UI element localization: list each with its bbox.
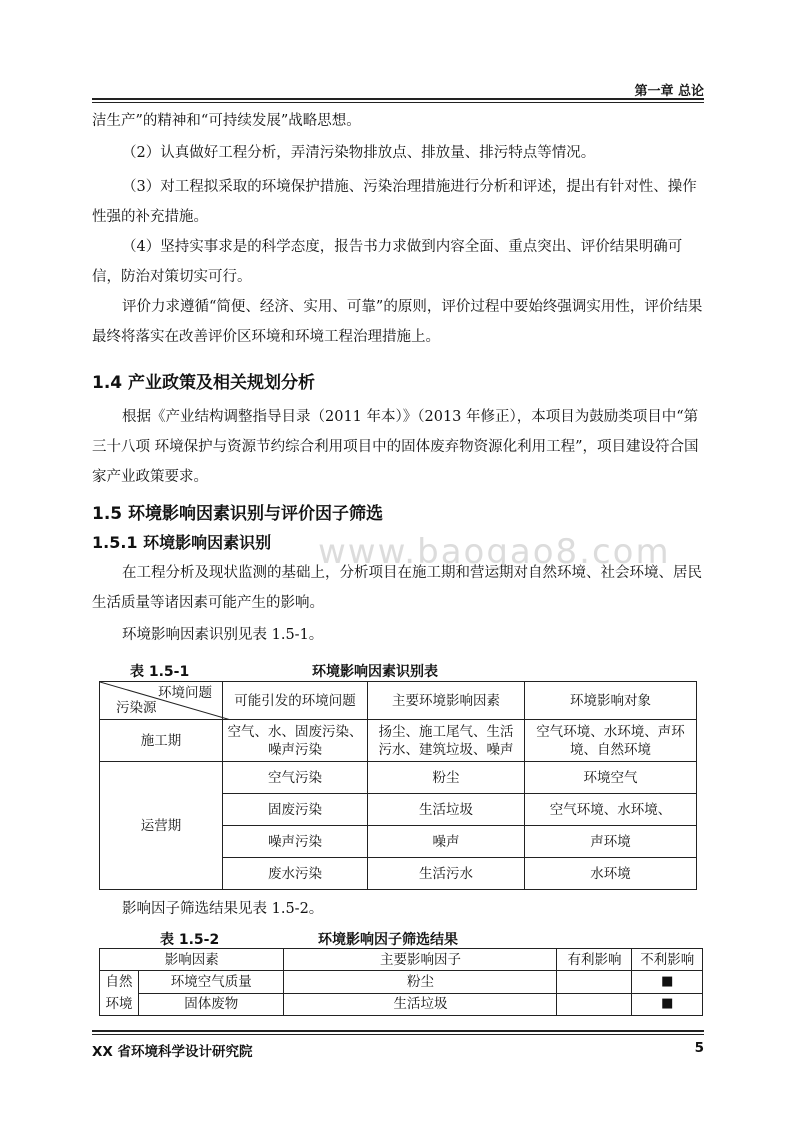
header-rule [92,98,704,100]
header-cell: 不利影响 [632,949,703,971]
table-cell: 噪声 [368,826,525,858]
table-cell: 扬尘、施工尾气、生活污水、建筑垃圾、噪声 [368,720,525,762]
chapter-header: 第一章 总论 [634,84,704,99]
paragraph-6: 根据《产业结构调整指导目录（2011 年本）》（2013 年修正），本项目为鼓励类项目中“第三十八项 环境保护与资源节约综合利用项目中的固体废弃物资源化利用工程”，项目建设符合国家产业政策要求。 [92,409,699,485]
table-cell: 废水污染 [223,858,368,890]
diag-header-top: 环境问题 [158,685,212,701]
header-rule-thin [92,102,704,103]
heading-1-5-1: 1.5.1 环境影响因素识别 [92,533,272,552]
adverse-mark: ■ [632,993,703,1016]
table-1-title: 环境影响因素识别表 [312,664,438,680]
table-1-number: 表 1.5-1 [130,664,190,680]
impact-identification-table [99,681,697,890]
table-2-title: 环境影响因子筛选结果 [318,932,458,948]
table-cell [557,971,632,994]
table-cell: 空气环境、水环境、 [525,794,697,826]
heading-1-4: 1.4 产业政策及相关规划分析 [92,373,316,393]
factor-screening-table [99,948,703,1016]
table-cell: 粉尘 [284,971,557,994]
header-cell: 主要环境影响因素 [368,682,525,720]
table-cell: 生活垃圾 [368,794,525,826]
header-cell: 影响因素 [100,949,284,971]
footer-institute: XX 省环境科学设计研究院 [92,1044,253,1060]
diagonal-header-cell [100,682,223,720]
period-label: 运营期 [100,762,223,890]
paragraph-1: 洁生产”的精神和“可持续发展”战略思想。 [92,113,361,129]
table-cell: 生活垃圾 [284,993,557,1016]
paragraph-2: （2）认真做好工程分析，弄清污染物排放点、排放量、排污特点等情况。 [122,145,596,161]
table-cell: 环境空气 [525,762,697,794]
table-cell [557,993,632,1016]
table-cell: 环境空气质量 [139,971,284,994]
paragraph-9: 影响因子筛选结果见表 1.5-2。 [122,901,324,917]
table-cell: 空气、水、固废污染、噪声污染 [223,720,368,762]
table-cell: 噪声污染 [223,826,368,858]
heading-1-5: 1.5 环境影响因素识别与评价因子筛选 [92,504,384,524]
header-cell: 有利影响 [557,949,632,971]
header-cell: 环境影响对象 [525,682,697,720]
header-cell: 可能引发的环境问题 [223,682,368,720]
diag-header-bottom: 污染源 [116,700,157,716]
page-number: 5 [694,1040,704,1056]
table-cell: 粉尘 [368,762,525,794]
table-cell: 声环境 [525,826,697,858]
adverse-mark: ■ [632,971,703,994]
table-cell: 水环境 [525,858,697,890]
paragraph-4: （4）坚持实事求是的科学态度，报告书力求做到内容全面、重点突出、评价结果明确可信，防治对策切实可行。 [92,239,683,285]
group-label: 自然环境 [100,971,139,1016]
period-label: 施工期 [100,720,223,762]
table-cell: 空气环境、水环境、声环境、自然环境 [525,720,697,762]
watermark: www.baogao8.com [318,532,671,572]
paragraph-7: 在工程分析及现状监测的基础上，分析项目在施工期和营运期对自然环境、社会环境、居民生活质量等诸因素可能产生的影响。 [92,565,702,611]
footer-rule [92,1030,704,1032]
paragraph-3: （3）对工程拟采取的环境保护措施、污染治理措施进行分析和评述，提出有针对性、操作性强的补充措施。 [92,179,697,225]
table-cell: 空气污染 [223,762,368,794]
table-cell: 生活污水 [368,858,525,890]
header-cell: 主要影响因子 [284,949,557,971]
table-2-number: 表 1.5-2 [160,932,220,948]
table-cell: 固废污染 [223,794,368,826]
footer-rule-thin [92,1034,704,1035]
paragraph-8: 环境影响因素识别见表 1.5-1。 [122,627,324,643]
table-cell: 固体废物 [139,993,284,1016]
paragraph-5: 评价力求遵循“简便、经济、实用、可靠”的原则，评价过程中要始终强调实用性，评价结果最终将落实在改善评价区环境和环境工程治理措施上。 [92,299,703,345]
